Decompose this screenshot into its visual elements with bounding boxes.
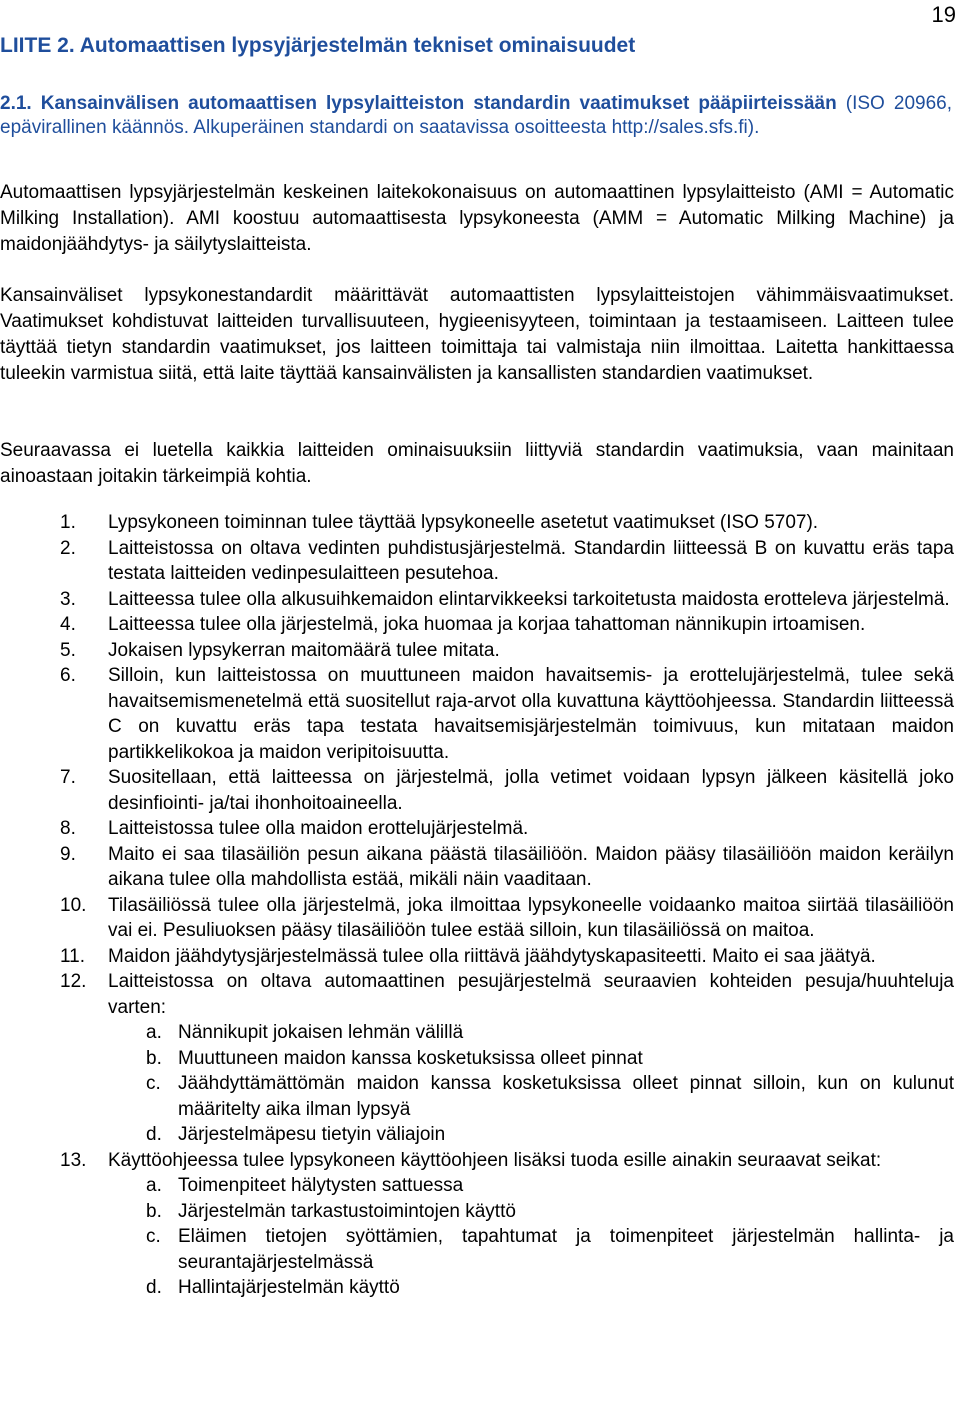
list-item-text: Käyttöohjeessa tulee lypsykoneen käyttöohjeen lisäksi tuoda esille ainakin seuraavat seikat:	[108, 1149, 882, 1171]
list-item	[0, 1148, 954, 1301]
sub-list	[108, 1020, 954, 1148]
list-item-text: Suositellaan, että laitteessa on järjestelmä, jolla vetimet voidaan lypsyn jälkeen käsitellä joko desinfiointi- ja/tai ihonhoitoaineella.	[108, 767, 954, 814]
list-item-text: Jokaisen lypsykerran maitomäärä tulee mitata.	[108, 639, 500, 661]
sub-list-item	[108, 1224, 954, 1275]
paragraph-intro-list: Seuraavassa ei luetella kaikkia laitteiden ominaisuuksiin liittyviä standardin vaatimuksia, vaan mainitaan ainoastaan joitakin tärkeimpiä kohtia.	[0, 440, 954, 487]
paragraph-standards: Kansainväliset lypsykonestandardit määrittävät automaattisten lypsylaitteistojen vähimmäisvaatimukset. Vaatimukset kohdistuvat laitteiden turvallisuuteen, hygieenisyyteen, toimintaan ja testaamiseen. Laitteen tulee täyttää tietyn standardin vaatimukset, jos laitteen toimittaja tai valmistaja niin ilmoittaa. Laitetta hankittaessa tuleekin varmistua siitä, että laite täyttää kansainvälisten ja kansallisten standardien vaatimukset.	[0, 285, 954, 384]
sub-list	[108, 1173, 954, 1301]
paragraph-ami: Automaattisen lypsyjärjestelmän keskeinen laitekokonaisuus on automaattinen lypsylaitteisto (AMI = Automatic Milking Installation). AMI koostuu automaattisesta lypsykoneesta (AMM = Automatic Milking Machine) ja maidonjäähdytys- ja säilytyslaitteista.	[0, 182, 954, 255]
sub-list-item-letter: b.	[146, 1200, 162, 1222]
sub-list-item	[108, 1020, 954, 1046]
sub-list-item-letter: b.	[146, 1047, 162, 1069]
list-item	[0, 587, 954, 613]
sub-list-item-letter: c.	[146, 1226, 161, 1247]
list-item-number: 1.	[60, 512, 76, 533]
sub-list-item-letter: d.	[146, 1124, 162, 1145]
list-item-number: 2.	[60, 537, 76, 559]
sub-list-item-letter: a.	[146, 1175, 162, 1196]
list-item-text: Lypsykoneen toiminnan tulee täyttää lypsykoneelle asetetut vaatimukset (ISO 5707).	[108, 512, 819, 533]
list-item-number: 11.	[60, 945, 86, 967]
list-item-text: Tilasäiliössä tulee olla järjestelmä, joka ilmoittaa lypsykoneelle voidaanko maitoa siirtää tilasäiliöön vai ei. Pesuliuoksen pääsy tilasäiliöön tulee estää silloin, kun tilasäiliössä on maitoa.	[108, 894, 954, 941]
list-item	[0, 510, 954, 536]
list-item	[0, 893, 954, 944]
list-item-number: 13.	[60, 1149, 87, 1171]
sub-list-item	[108, 1122, 954, 1148]
sub-list-item-text: Järjestelmän tarkastustoimintojen käyttö	[178, 1200, 516, 1222]
section-heading-title: 2.1. Kansainvälisen automaattisen lypsylaitteiston standardin vaatimukset pääpiirteissään	[0, 93, 837, 114]
list-item-number: 4.	[60, 614, 76, 635]
list-item-text: Laitteistossa tulee olla maidon erottelujärjestelmä.	[108, 818, 529, 839]
section-heading	[0, 92, 952, 140]
sub-list-item-text: Muuttuneen maidon kanssa kosketuksissa olleet pinnat	[178, 1047, 643, 1069]
list-item-number: 8.	[60, 818, 76, 839]
list-item-text: Laitteessa tulee olla alkusuihkemaidon elintarvikkeeksi tarkoitetusta maidosta erotteleva järjestelmä.	[108, 588, 950, 610]
requirements-list	[0, 510, 954, 1301]
list-item	[0, 969, 954, 1148]
sub-list-item	[108, 1275, 954, 1301]
section-heading-source: (ISO 20966, epävirallinen käännös. Alkuperäinen standardi on saatavissa osoitteesta http://sales.sfs.fi).	[0, 93, 952, 138]
sub-list-item-text: Nännikupit jokaisen lehmän välillä	[178, 1022, 464, 1043]
page-number: 19	[931, 2, 956, 27]
list-item	[0, 816, 954, 842]
sub-list-item-letter: a.	[146, 1022, 162, 1043]
list-item	[0, 765, 954, 816]
list-item	[0, 663, 954, 765]
sub-list-item-letter: d.	[146, 1277, 162, 1298]
list-item-number: 5.	[60, 639, 76, 661]
sub-list-item-text: Eläimen tietojen syöttämien, tapahtumat ja toimenpiteet järjestelmän hallinta- ja seurantajärjestelmässä	[178, 1226, 954, 1273]
sub-list-item-text: Järjestelmäpesu tietyin väliajoin	[178, 1124, 446, 1145]
sub-list-item	[108, 1173, 954, 1199]
list-item	[0, 842, 954, 893]
sub-list-item-text: Jäähdyttämättömän maidon kanssa kosketuksissa olleet pinnat silloin, kun on kulunut määritelty aika ilman lypsyä	[178, 1073, 954, 1120]
list-item	[0, 944, 954, 970]
list-item-text: Silloin, kun laitteistossa on muuttuneen maidon havaitsemis- ja erottelujärjestelmä, tulee sekä havaitsemismenetelmä että suositellut raja-arvot olla kuvattuna käyttöohjeessa. Standardin liitteessä C on kuvattu eräs tapa testata havaitsemisjärjestelmän toimivuus, kun mitataan maidon partikkelikokoa ja maidon veripitoisuutta.	[108, 665, 954, 763]
list-item-text: Maito ei saa tilasäiliön pesun aikana päästä tilasäiliöön. Maidon pääsy tilasäiliöön maidon keräilyn aikana tulee olla mahdollista estää, mikäli näin vaaditaan.	[108, 843, 954, 890]
list-item-number: 6.	[60, 665, 76, 686]
list-item-number: 12.	[60, 971, 87, 992]
list-item	[0, 612, 954, 638]
list-item	[0, 638, 954, 664]
list-item-text: Laitteistossa on oltava vedinten puhdistusjärjestelmä. Standardin liitteessä B on kuvattu eräs tapa testata laitteiden vedinpesulaitteen pesutehoa.	[108, 537, 954, 584]
sub-list-item	[108, 1046, 954, 1072]
list-item-number: 7.	[60, 767, 76, 788]
list-item-text: Laitteistossa on oltava automaattinen pesujärjestelmä seuraavien kohteiden pesuja/huuhteluja varten:	[108, 971, 954, 1018]
list-item-number: 10.	[60, 894, 87, 916]
list-item-number: 3.	[60, 588, 76, 610]
sub-list-item	[108, 1199, 954, 1225]
sub-list-item	[108, 1071, 954, 1122]
list-item-text: Laitteessa tulee olla järjestelmä, joka huomaa ja korjaa tahattoman nännikupin irtoamisen.	[108, 614, 866, 635]
sub-list-item-letter: c.	[146, 1073, 161, 1094]
list-item-text: Maidon jäähdytysjärjestelmässä tulee olla riittävä jäähdytyskapasiteetti. Maito ei saa jäätyä.	[108, 945, 876, 967]
sub-list-item-text: Hallintajärjestelmän käyttö	[178, 1277, 400, 1298]
list-item-number: 9.	[60, 843, 76, 865]
appendix-heading: LIITE 2. Automaattisen lypsyjärjestelmän tekniset ominaisuudet	[0, 34, 636, 57]
list-item	[0, 536, 954, 587]
sub-list-item-text: Toimenpiteet hälytysten sattuessa	[178, 1175, 464, 1196]
